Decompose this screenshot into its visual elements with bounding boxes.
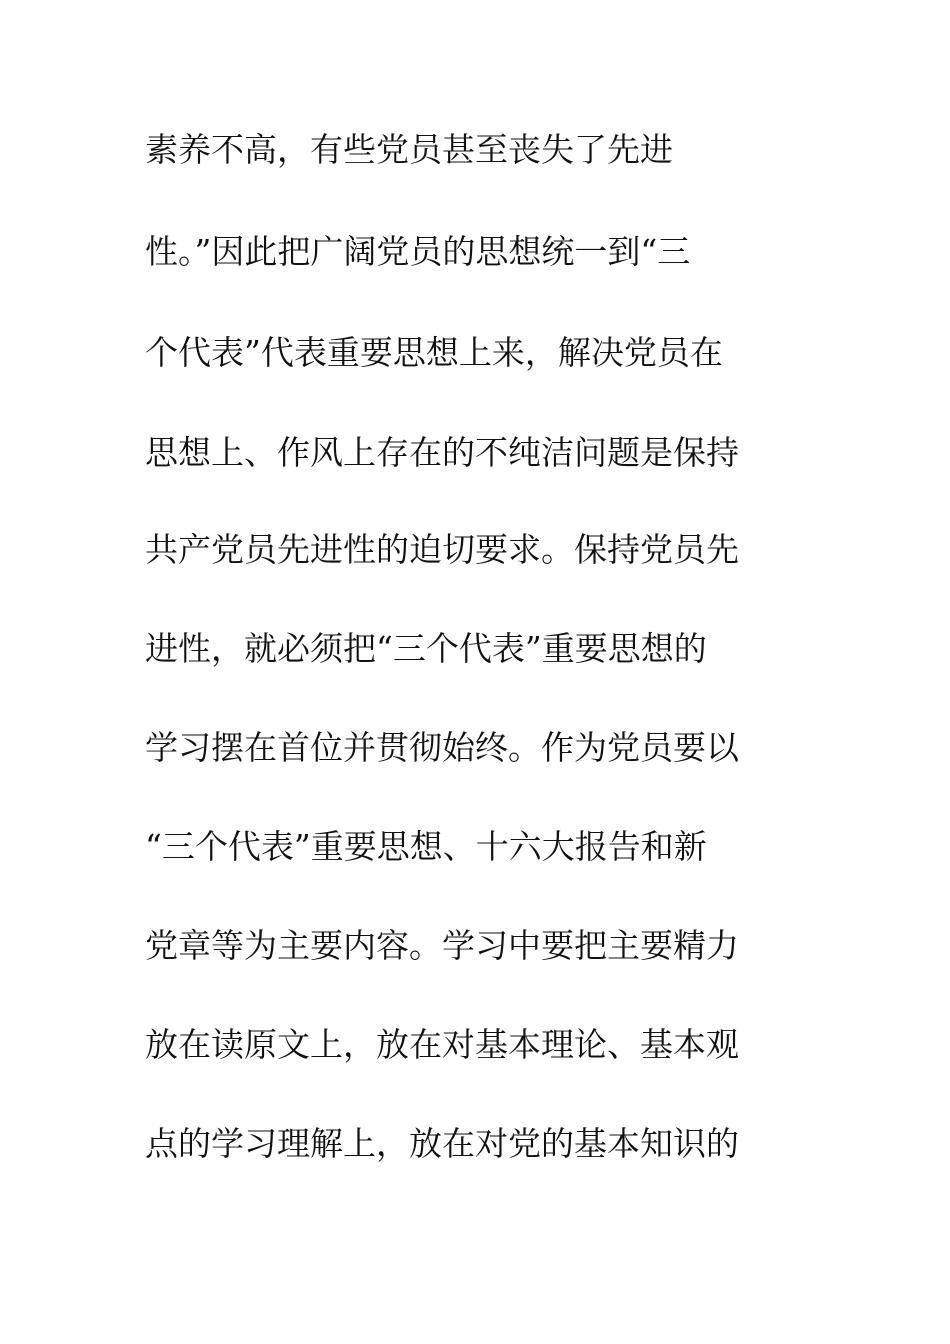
text-line: 素养不高，有些党员甚至丧失了先进 [145,130,673,169]
text-line: 个代表”代表重要思想上来，解决党员在 [145,333,723,372]
text-line: “三个代表”重要思想、十六大报告和新 [145,827,707,866]
text-line: 党章等为主要内容。学习中要把主要精力 [145,926,739,965]
text-line: 放在读原文上，放在对基本理论、基本观 [145,1025,739,1064]
text-line: 学习摆在首位并贯彻始终。作为党员要以 [145,728,739,767]
text-line: 进性，就必须把“三个代表”重要思想的 [145,629,707,668]
text-line: 点的学习理解上，放在对党的基本知识的 [145,1124,739,1163]
text-line: 共产党员先进性的迫切要求。保持党员先 [145,530,739,569]
text-line: 思想上、作风上存在的不纯洁问题是保持 [145,433,739,472]
text-line: 性。”因此把广阔党员的思想统一到“三 [145,232,691,271]
